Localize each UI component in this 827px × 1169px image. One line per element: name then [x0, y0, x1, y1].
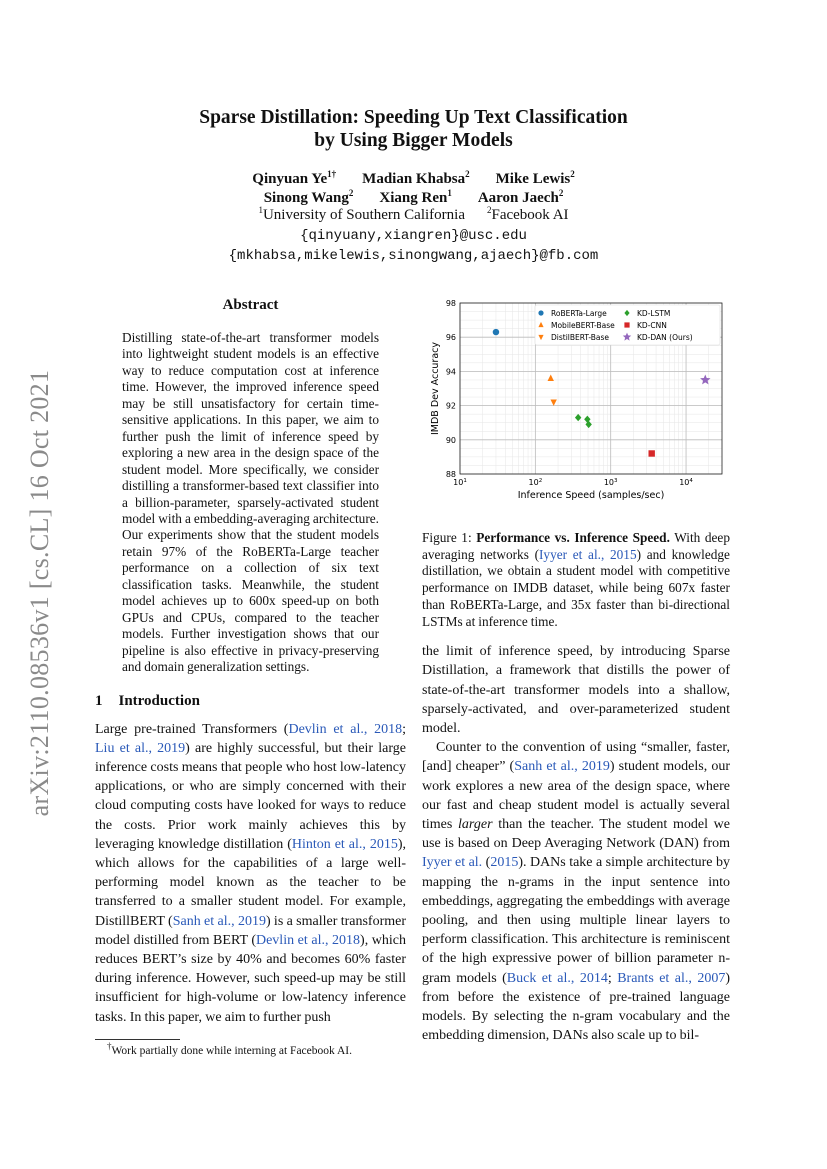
author-name: Qinyuan Ye — [252, 171, 328, 187]
affiliation-mark: 2 — [486, 205, 492, 215]
text-run: Large pre-trained Transformers ( — [95, 721, 289, 737]
author-name: Xiang Ren — [379, 190, 448, 206]
citation-link[interactable]: 2015 — [490, 855, 519, 871]
citation-link[interactable]: Hinton et al., — [291, 836, 366, 852]
abstract-text: Distilling state-of-the-art transformer models into lightweight student models is an effective way to reduce computation cost at inference time. However, the improved inference speed may be still unsatisfactory for certain time-sensitive applications. In this paper, we aim to further push the limit of inference speed by exploring a new area in the design space of the student model. More specifically, we consider distilling a transformer-based text classifier into a billion-parameter, sparsely-activated student model with a embedding-averaging architecture. Our experiments show that the student models retain 97% of the RoBERTa-Large teacher performance on a collection of six text classification tasks. Meanwhile, the student model achieves up to 600x speed-up on both GPUs and CPUs, compared to the teacher models. Further investigation shows that our pipeline is also effective in privacy-preserving and domain generalization settings. — [122, 330, 379, 675]
text-run: ), which reduces BERT’s size by 40% and becomes 60% faster during inference. However, such speed-up may be still insufficient for high-volume or low-latency inference tasks. In this paper, we aim to further push — [95, 932, 407, 1025]
email-usc: {qinyuany,xiangren}@usc.edu — [300, 228, 527, 244]
footnote-mark: † — [107, 1040, 112, 1051]
text-run: ) student models, our work explores a new area of the design space, where our fast and cheap student model is actually several times — [422, 759, 731, 833]
x-tick-label: $10^3$ — [603, 478, 618, 487]
citation-link[interactable]: Sanh et al., — [172, 913, 235, 929]
affiliation-name: Facebook AI — [491, 207, 569, 223]
section-title: Introduction — [118, 692, 200, 709]
citation-link[interactable]: Buck et al., — [506, 970, 575, 986]
abstract-heading: Abstract — [222, 297, 279, 313]
citation-link[interactable]: 2014 — [579, 970, 608, 986]
citation-link[interactable]: Brants et al., — [617, 970, 692, 986]
author — [252, 171, 336, 187]
citation-link[interactable]: Iyyer et al. — [422, 855, 483, 871]
x-axis-label: Inference Speed (samples/sec) — [517, 490, 665, 501]
text-run: ( — [482, 855, 491, 871]
citation-link[interactable]: 2019 — [237, 913, 266, 929]
x-tick-label: $10^1$ — [453, 478, 467, 487]
author-affiliation-mark: 1 — [447, 188, 452, 198]
affiliation — [258, 207, 465, 223]
text-run: With deep averaging networks ( — [422, 530, 730, 562]
text-run: ) from before the existence of pre-trained language models. By selecting the n-gram vocabulary and the embedding dimension, DANs also scale up to bil- — [422, 970, 730, 1044]
right-column-body — [422, 642, 730, 1045]
title-line-1: Sparse Distillation: Speeding Up Text Classification — [199, 107, 628, 128]
caption-bold: Performance vs. Inference Speed. — [476, 530, 670, 545]
citation-link[interactable]: 2015 — [610, 546, 637, 562]
y-axis-label: IMDB Dev Accuracy — [430, 341, 441, 436]
data-point-triangle-up — [548, 375, 554, 381]
citation-link[interactable]: Iyyer et al., — [539, 546, 605, 562]
y-tick-label: 96 — [445, 333, 456, 343]
author-list — [0, 170, 827, 208]
paragraph — [422, 738, 730, 1045]
text-run: ) and knowledge distillation, we obtain a student model with competitive performance on IMDB dataset, while being 607x faster than RoBERTa-Large, and 35x faster than bi-directional LSTMs at inference time. — [422, 546, 730, 629]
figure-1-caption — [422, 530, 730, 630]
emphasis: larger — [458, 817, 493, 833]
author — [379, 190, 451, 206]
footnote-text: Work partially done while interning at Facebook AI. — [111, 1044, 353, 1057]
text-run: ) is a smaller transformer model distilled from BERT ( — [95, 913, 407, 948]
text-run: ). DANs take a simple architecture by mapping the n-grams in the input sentence into embeddings, aggregating the embeddings with average pooling, and then using multiple linear layers to perform classification. This architecture is reminiscent of the high expressive power of billion parameter n-gram models ( — [422, 855, 730, 986]
section-number: 1 — [95, 692, 103, 709]
author — [478, 190, 563, 206]
text-run: Counter to the convention of using “smaller, faster, [and] cheaper” ( — [422, 740, 730, 775]
author-name: Aaron Jaech — [477, 190, 559, 206]
text-run: ; — [402, 721, 407, 737]
footnote-rule — [95, 1039, 180, 1040]
citation-link[interactable]: 2019 — [581, 759, 610, 775]
y-tick-label: 94 — [445, 367, 456, 377]
authors-line-2 — [0, 189, 827, 208]
footnote — [107, 1040, 406, 1058]
legend-label: DistilBERT-Base — [551, 332, 610, 342]
arxiv-identifier: arXiv:2110.08536v1 [cs.CL] 16 Oct 2021 — [25, 369, 54, 817]
legend-label: RoBERTa-Large — [551, 308, 607, 318]
y-tick-label: 90 — [445, 435, 456, 445]
data-point-triangle-down — [550, 399, 556, 405]
x-tick-label: $10^2$ — [528, 478, 543, 487]
y-tick-label: 98 — [445, 299, 456, 308]
affiliation — [487, 207, 569, 223]
citation-link[interactable]: Devlin et al., — [255, 932, 329, 948]
data-point-square — [624, 322, 629, 327]
email-fb: {mkhabsa,mikelewis,sinongwang,ajaech}@fb.com — [228, 248, 599, 264]
x-tick-label: $10^4$ — [679, 478, 693, 487]
caption-label: Figure 1: — [422, 530, 472, 545]
citation-link[interactable]: 2015 — [369, 836, 398, 852]
data-point-diamond — [575, 414, 581, 421]
text-run: than the teacher. The student model we use is based on Deep Averaging Network (DAN) from — [422, 817, 731, 852]
citation-link[interactable]: Liu et al., — [95, 740, 152, 756]
author — [362, 171, 469, 187]
affiliation-name: University of Southern California — [262, 207, 465, 223]
left-column-body — [95, 720, 406, 1027]
affiliation-mark: 1 — [258, 205, 263, 215]
author-affiliation-mark: 2 — [348, 188, 354, 198]
author-name: Sinong Wang — [263, 190, 349, 206]
text-run: the limit of inference speed, by introducing Sparse Distillation, a framework that distills the power of state-of-the-art transformer models into a shallow, sparsely-activated, and over-parameterized student model. — [422, 644, 730, 737]
citation-link[interactable]: 2018 — [374, 721, 403, 737]
chart-legend — [535, 305, 720, 345]
left-column — [95, 296, 406, 1058]
citation-link[interactable]: 2019 — [157, 740, 186, 756]
section-heading-introduction — [95, 692, 406, 710]
citation-link[interactable]: 2007 — [697, 970, 726, 986]
author-affiliation-mark: 1† — [327, 169, 337, 179]
text-run: ; — [607, 970, 618, 986]
paper-title — [0, 106, 827, 152]
text-run: ) are highly successful, but their large inference costs means that people who host low-latency applications, or who are simply concerned with their cloud computing costs have looked for ways to reduce the costs. Prior work mainly achieves this by leveraging knowledge distillation ( — [95, 740, 406, 852]
author-affiliation-mark: 2 — [570, 169, 575, 179]
paragraph — [95, 720, 406, 1027]
y-tick-label: 88 — [445, 470, 456, 479]
data-point-circle — [493, 329, 499, 335]
affiliations — [0, 207, 827, 224]
citation-link[interactable]: 2018 — [332, 932, 361, 948]
legend-label: KD-LSTM — [637, 308, 671, 318]
legend-label: KD-CNN — [637, 320, 667, 330]
author-name: Mike Lewis — [495, 171, 571, 187]
right-column — [422, 295, 730, 1045]
y-tick-label: 92 — [445, 401, 456, 411]
text-run: ), which allows for the capabilities of a large well-performing model known as the teacher to be transferred to a smaller student model. For example, DistillBERT ( — [95, 836, 406, 929]
authors-line-1 — [0, 170, 827, 189]
data-point-circle — [538, 310, 543, 315]
author-name: Madian Khabsa — [362, 171, 466, 187]
author-affiliation-mark: 2 — [465, 169, 470, 179]
paragraph — [422, 642, 730, 738]
data-point-square — [648, 450, 654, 456]
author — [264, 190, 354, 206]
title-line-2: by Using Bigger Models — [314, 130, 513, 151]
figure-1-chart — [430, 295, 730, 510]
legend-label: MobileBERT-Base — [551, 320, 615, 330]
legend-label: KD-DAN (Ours) — [637, 332, 693, 342]
author-affiliation-mark: 2 — [558, 188, 564, 198]
author — [496, 171, 575, 187]
citation-link[interactable]: Sanh et al., — [514, 759, 578, 775]
citation-link[interactable]: Devlin et al., — [288, 721, 368, 737]
